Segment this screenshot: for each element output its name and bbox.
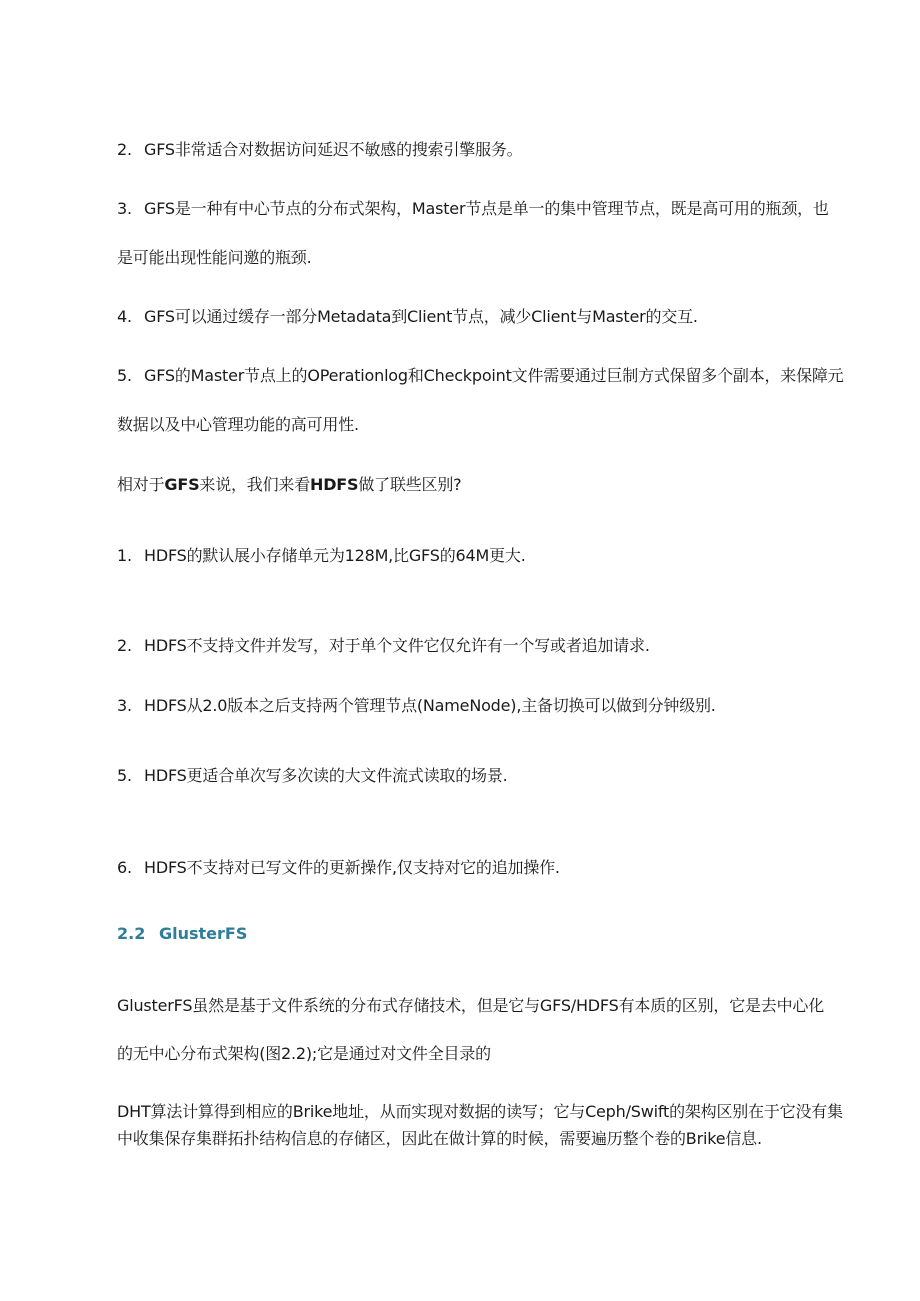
glusterfs-para-line-4: 中收集保存集群拓扑结构信息的存储区，因此在做计算的时候，需要遍历整个卷的Brike信息. [117, 1129, 762, 1148]
gfs-point-3-continuation: 是可能出现性能问邀的瓶颈. [117, 248, 312, 267]
hdfs-point-5 [117, 765, 508, 787]
list-text: HDFS不支持对已写文件的更新操作,仅支持对它的追加操作. [144, 858, 560, 877]
intro-gfs: GFS [164, 475, 200, 494]
hdfs-point-3 [117, 695, 716, 717]
hdfs-point-6 [117, 857, 560, 879]
gfs-point-5-continuation: 数据以及中心管理功能的高可用性. [117, 415, 359, 434]
comparison-intro [117, 474, 461, 496]
list-text: HDFS的默认展小存储单元为128M,比GFS的64M更大. [144, 546, 526, 565]
glusterfs-para-line-1: GlusterFS虽然是基于文件系统的分布式存储技术，但是它与GFS/HDFS有本质的区别，它是去中心化 [117, 996, 824, 1015]
section-title: GlusterFS [159, 924, 248, 943]
gfs-point-4 [117, 306, 698, 328]
intro-middle: 来说，我们来看 [199, 475, 311, 494]
intro-suffix: 做了联些区别? [358, 475, 462, 494]
glusterfs-para-line-2: 的无中心分布式架构(图2.2);它是通过对文件全目录的 [117, 1044, 491, 1063]
list-text: HDFS更适合单次写多次读的大文件流式读取的场景. [144, 766, 508, 785]
list-number: 1. [117, 546, 132, 565]
list-text: GFS的Master节点上的OPerationlog和Checkpoint文件需要通过巨制方式保留多个副本，来保障元 [144, 366, 844, 385]
list-number: 4. [117, 307, 132, 326]
list-number: 5. [117, 766, 132, 785]
gfs-point-3 [117, 198, 829, 220]
hdfs-point-1 [117, 545, 526, 567]
intro-prefix: 相对于 [117, 475, 165, 494]
list-text: HDFS从2.0版本之后支持两个管理节点(NameNode),主备切换可以做到分钟级别. [144, 696, 716, 715]
list-number: 3. [117, 199, 132, 218]
list-text: GFS是一种有中心节点的分布式架构，Master节点是单一的集中管理节点，既是高可用的瓶颈，也 [144, 199, 829, 218]
list-number: 6. [117, 858, 132, 877]
gfs-point-2 [117, 139, 522, 161]
section-number: 2.2 [117, 924, 146, 943]
list-number: 2. [117, 636, 132, 655]
list-text: HDFS不支持文件并发写，对于单个文件它仅允许有一个写或者追加请求. [144, 636, 650, 655]
intro-hdfs: HDFS [310, 475, 359, 494]
glusterfs-para-line-3: DHT算法计算得到相应的Brike地址，从而实现对数据的读写；它与Ceph/Swift的架构区别在于它没有集 [117, 1102, 843, 1121]
gfs-point-5 [117, 365, 843, 387]
list-number: 3. [117, 696, 132, 715]
section-heading-glusterfs [117, 923, 247, 945]
list-text: GFS非常适合对数据访问延迟不敏感的搜索引擎服务。 [144, 140, 523, 159]
hdfs-point-2 [117, 635, 650, 657]
list-text: GFS可以通过缓存一部分Metadata到Client节点，减少Client与Master的交互. [144, 307, 698, 326]
list-number: 2. [117, 140, 132, 159]
list-number: 5. [117, 366, 132, 385]
